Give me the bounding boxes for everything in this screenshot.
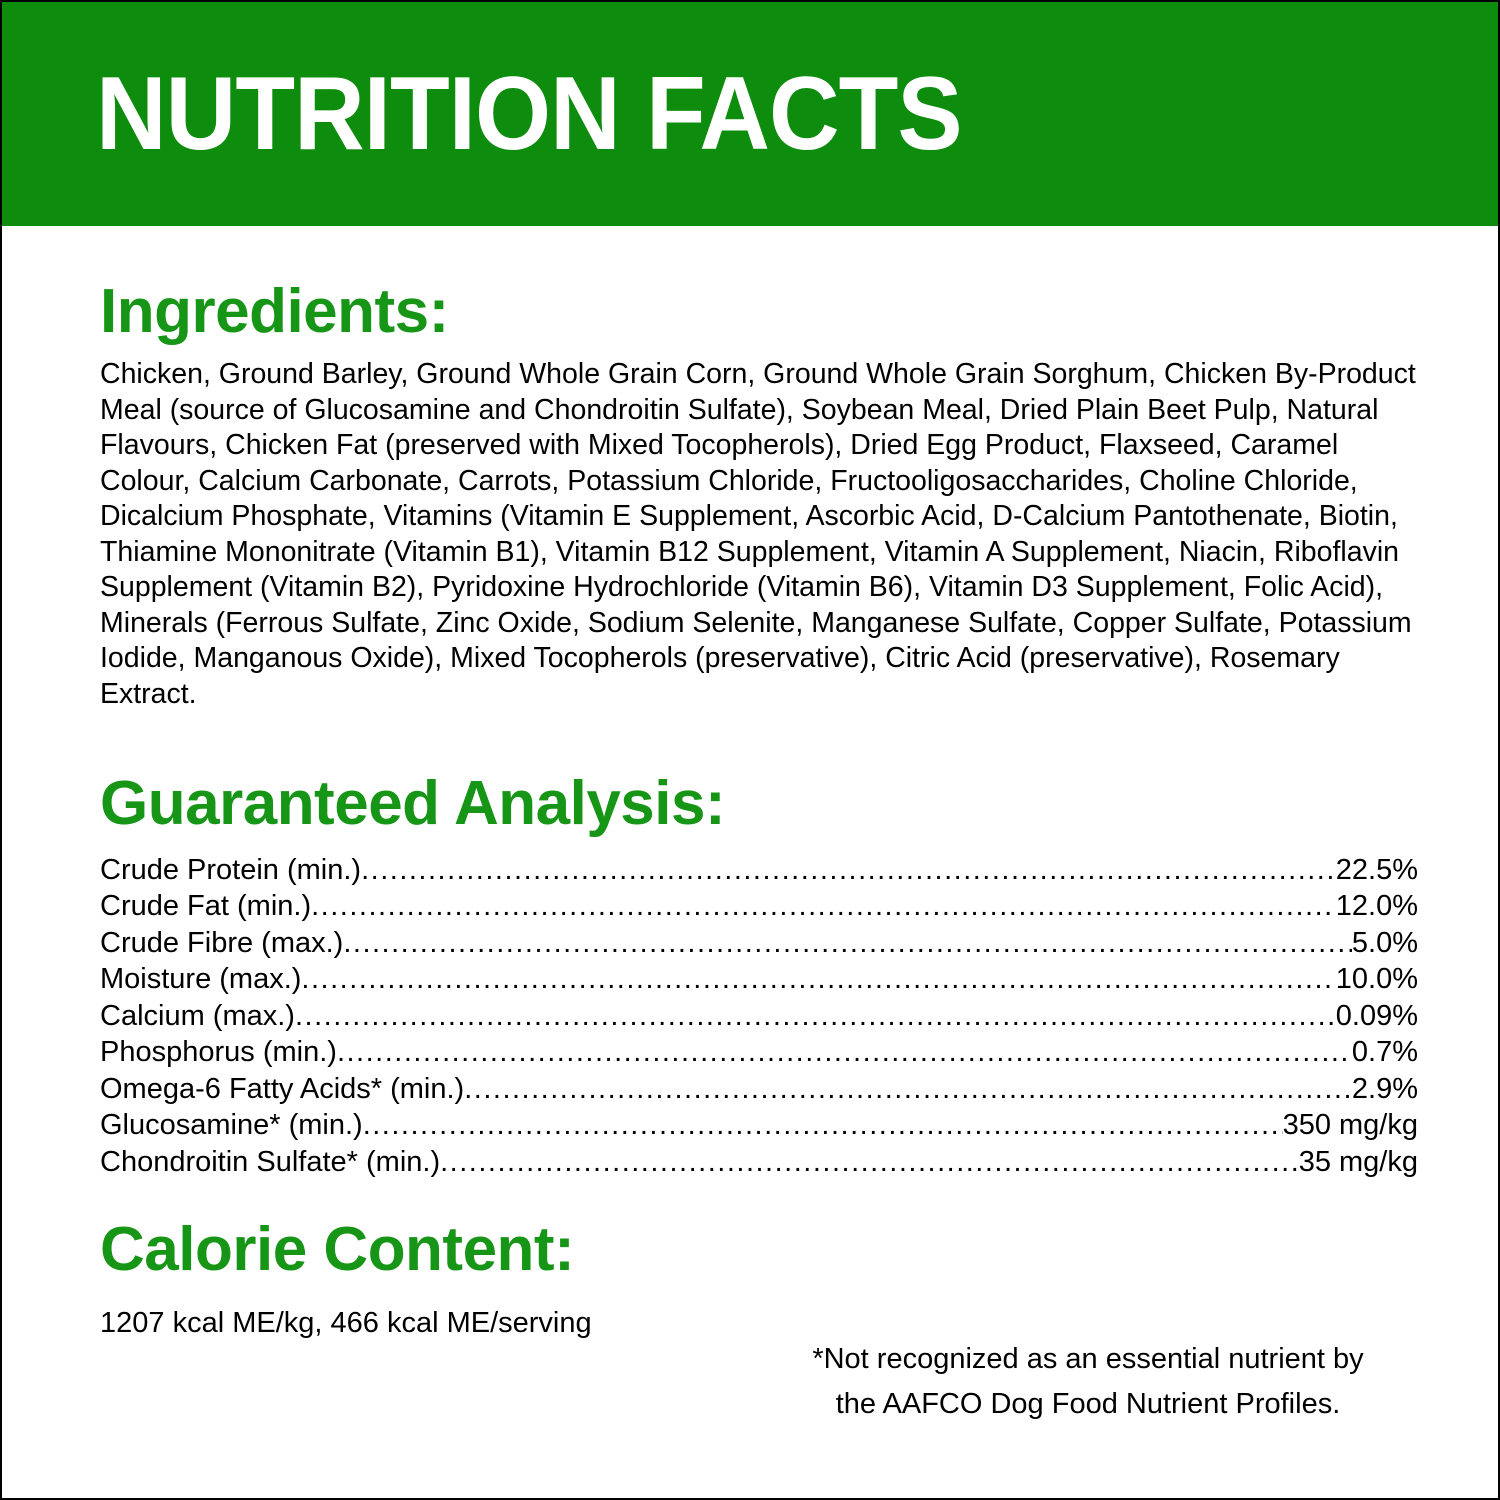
row-label: Crude Fibre (max.)	[100, 926, 344, 959]
row-label: Phosphorus (min.)	[100, 1036, 337, 1069]
dot-leader	[363, 1107, 1283, 1144]
table-row	[100, 961, 1418, 998]
ingredients-heading: Ingredients:	[100, 277, 449, 346]
dot-leader	[440, 1144, 1299, 1181]
guaranteed-analysis-table	[100, 852, 1418, 1181]
dot-leader	[301, 961, 1335, 998]
row-label: Crude Fat (min.)	[100, 890, 312, 923]
footnote-line-1: *Not recognized as an essential nutrient by	[812, 1343, 1364, 1376]
row-label: Moisture (max.)	[100, 963, 302, 996]
label-content	[2, 276, 1498, 1427]
table-row	[100, 1107, 1418, 1144]
dot-leader	[295, 998, 1336, 1035]
calorie-section	[100, 1214, 1418, 1427]
row-value: 0.7%	[1351, 1036, 1418, 1069]
calorie-content-heading: Calorie Content:	[100, 1215, 575, 1285]
table-row	[100, 998, 1418, 1035]
table-row	[100, 852, 1418, 889]
row-value: 10.0%	[1335, 963, 1418, 996]
dot-leader	[337, 1034, 1352, 1071]
row-value: 12.0%	[1335, 890, 1418, 923]
guaranteed-analysis-heading: Guaranteed Analysis:	[100, 769, 726, 839]
row-value: 0.09%	[1335, 999, 1418, 1032]
table-row	[100, 1071, 1418, 1108]
table-row	[100, 1034, 1418, 1071]
row-value: 22.5%	[1335, 853, 1418, 886]
calorie-content-text: 1207 kcal ME/kg, 466 kcal ME/serving	[100, 1307, 592, 1340]
table-row	[100, 925, 1418, 962]
dot-leader	[343, 925, 1352, 962]
row-label: Chondroitin Sulfate* (min.)	[100, 1145, 441, 1178]
aafco-footnote	[758, 1337, 1418, 1427]
row-value: 5.0%	[1351, 926, 1418, 959]
row-label: Calcium (max.)	[100, 999, 295, 1032]
row-label: Crude Protein (min.)	[100, 853, 362, 886]
footnote-line-2: the AAFCO Dog Food Nutrient Profiles.	[835, 1388, 1341, 1421]
dot-leader	[361, 852, 1336, 889]
dot-leader	[311, 888, 1336, 925]
row-value: 35 mg/kg	[1298, 1145, 1418, 1178]
bottom-row	[100, 1285, 1418, 1427]
table-row	[100, 888, 1418, 925]
ingredients-text: Chicken, Ground Barley, Ground Whole Grain Corn, Ground Whole Grain Sorghum, Chicken By-Product Meal (source of Glucosamine and Chondroitin Sulfate), Soybean Meal, Dried Plain Beet Pulp, Natural Flavours, Chicken Fat (preserved with Mixed Tocopherols), Dried Egg Product, Flaxseed, Caramel Colour, Calcium Carbonate, Carrots, Potassium Chloride, Fructooligosaccharides, Choline Chloride, Dicalcium Phosphate, Vitamins (Vitamin E Supplement, Ascorbic Acid, D-Calcium Pantothenate, Biotin, Thiamine Mononitrate (Vitamin B1), Vitamin B12 Supplement, Vitamin A Supplement, Niacin, Riboflavin Supplement (Vitamin B2), Pyridoxine Hydrochloride (Vitamin B6), Vitamin D3 Supplement, Folic Acid), Minerals (Ferrous Sulfate, Zinc Oxide, Sodium Selenite, Manganese Sulfate, Copper Sulfate, Potassium Iodide, Manganous Oxide), Mixed Tocopherols (preservative), Citric Acid (preservative), Rosemary Extract.	[100, 358, 1416, 710]
row-label: Omega-6 Fatty Acids* (min.)	[100, 1072, 465, 1105]
table-row	[100, 1144, 1418, 1181]
header-band	[2, 2, 1498, 226]
row-value: 2.9%	[1351, 1072, 1418, 1105]
dot-leader	[464, 1071, 1352, 1108]
guaranteed-analysis-section	[100, 768, 1418, 1180]
row-label: Glucosamine* (min.)	[100, 1109, 363, 1142]
page-title: NUTRITION FACTS	[96, 55, 962, 172]
row-value: 350 mg/kg	[1282, 1109, 1418, 1142]
ingredients-section	[100, 276, 1418, 712]
